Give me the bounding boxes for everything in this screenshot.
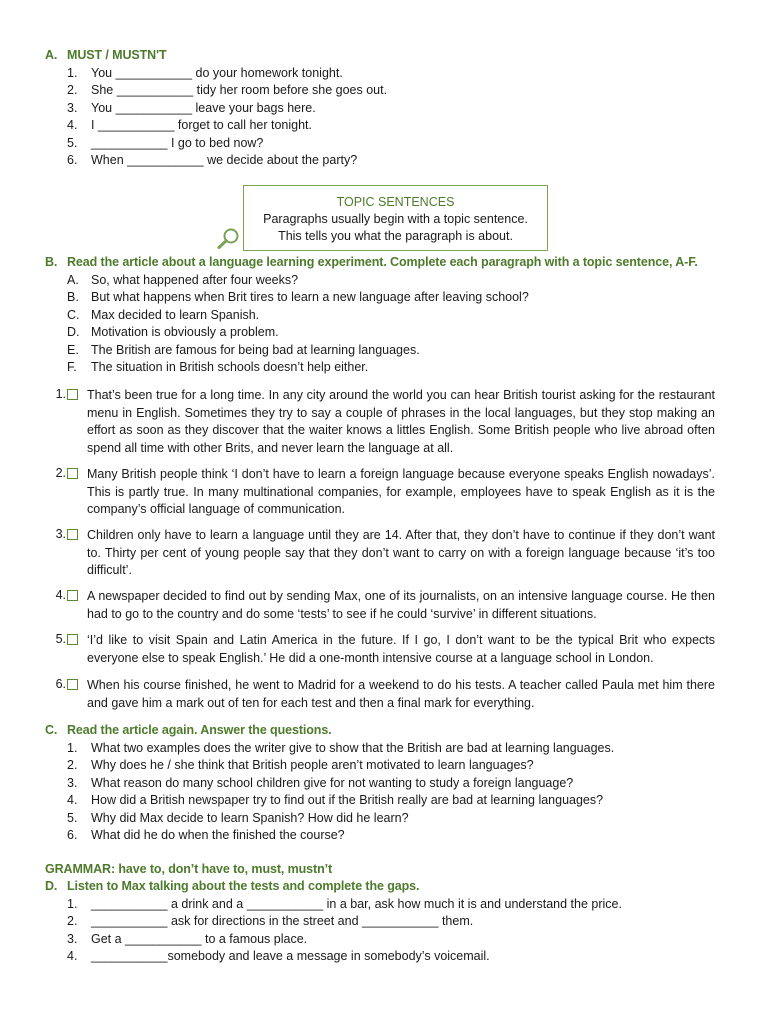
item-number: 1. [67,740,78,755]
answer-checkbox[interactable] [67,634,78,645]
section-a-title: MUST / MUSTN'T [67,48,167,62]
item-letter: C. [67,307,80,322]
list-item [67,792,614,810]
paragraph-text: Children only have to learn a language until they are 14. After that, they don’t have to continue if they don’t want to. Thirty per cent of young people say that they don’t want to carry on with a foreign language because ‘it’s too difficult’. [87,528,715,577]
list-item [67,775,614,793]
item-text: You ___________ do your homework tonight. [91,65,343,80]
article-paragraph-3 [45,527,715,580]
list-item [67,342,698,360]
item-number: 4. [67,118,78,132]
section-d-label: D. [45,879,58,893]
answer-checkbox[interactable] [67,679,78,690]
item-text: Why does he / she think that British people aren’t motivated to learn languages? [91,758,534,772]
item-number: 6. [67,828,78,842]
list-item [67,740,614,758]
answer-checkbox[interactable] [67,468,78,479]
article-paragraph-5 [45,632,715,667]
item-number: 1. [67,896,78,911]
list-item [67,272,698,290]
section-b-title: Read the article about a language learning experiment. Complete each paragraph with a topic sentence, A-F. [67,255,698,269]
list-item [67,359,698,377]
section-b [45,254,698,377]
list-item [67,82,387,100]
section-c-title: Read the article again. Answer the questions. [67,723,332,737]
item-text: Motivation is obviously a problem. [91,325,279,339]
item-text: She ___________ tidy her room before she goes out. [91,83,388,97]
article-paragraph-4 [45,588,715,623]
item-text: ___________ a drink and a ___________ in a bar, ask how much it is and understand the price. [91,896,622,911]
item-letter: B. [67,290,79,304]
section-b-label: B. [45,255,58,269]
list-item [67,810,614,828]
item-number: 2. [67,83,78,97]
answer-checkbox[interactable] [67,389,78,400]
section-c-label: C. [45,723,58,737]
item-number: 5. [67,135,78,150]
item-text: So, what happened after four weeks? [91,272,299,287]
item-letter: A. [67,272,79,287]
item-text: The situation in British schools doesn’t help either. [91,360,369,374]
item-number: 3. [67,931,78,946]
topic-box-line-2: This tells you what the paragraph is about. [278,229,513,243]
list-item [67,913,622,931]
paragraph-text: Many British people think ‘I don’t have to learn a foreign language because everyone speaks English nowadays’. This is partly true. In many multinational companies, for example, employees have to speak English as it is the company’s official language of communication. [87,467,715,516]
paragraph-number: 2. [55,466,66,480]
paragraph-number: 4. [55,588,66,602]
item-letter: E. [67,342,79,357]
answer-checkbox[interactable] [67,590,78,601]
item-letter: F. [67,360,77,374]
list-item [67,289,698,307]
section-c [45,722,614,845]
list-item [67,931,622,949]
item-text: The British are famous for being bad at learning languages. [91,342,420,357]
item-number: 4. [67,793,78,807]
paragraph-text: ‘I’d like to visit Spain and Latin America in the future. If I go, I don’t want to be the typical Brit who expects everyone else to speak English.’ He did a one-month intensive course at a language school in London. [87,633,715,665]
paragraph-text: When his course finished, he went to Madrid for a weekend to do his tests. A teacher called Paula met him there and gave him a mark out of ten for each test and then a final mark for everything. [87,678,715,710]
item-letter: D. [67,325,80,339]
item-number: 1. [67,65,78,80]
grammar-heading: GRAMMAR: have to, don’t have to, must, mustn’t [45,862,333,876]
item-text: ___________somebody and leave a message in somebody’s voicemail. [91,949,490,963]
article-paragraph-6 [45,677,715,712]
list-item [67,827,614,845]
topic-box-line-1: Paragraphs usually begin with a topic sentence. [263,212,528,226]
list-item [67,65,387,83]
item-text: Why did Max decide to learn Spanish? How did he learn? [91,810,409,825]
item-number: 5. [67,810,78,825]
topic-sentences-box [243,185,548,251]
section-d [45,878,622,966]
section-a-label: A. [45,48,58,62]
item-text: I ___________ forget to call her tonight. [91,118,312,132]
item-number: 3. [67,775,78,790]
item-number: 3. [67,100,78,115]
list-item [67,896,622,914]
paragraph-number: 6. [55,677,66,691]
article-paragraph-1 [45,387,715,457]
list-item [67,757,614,775]
magnifier-icon [216,226,242,250]
list-item [67,324,698,342]
paragraph-text: A newspaper decided to find out by sending Max, one of its journalists, on an intensive language course. He then had to go to the country and do some ‘tests’ to see if he could ‘survive’ in different situations. [87,589,715,621]
paragraph-number: 1. [55,387,66,401]
item-number: 4. [67,949,78,963]
section-d-title: Listen to Max talking about the tests and complete the gaps. [67,879,420,893]
list-item [67,100,387,118]
section-b-heading [45,254,698,272]
list-item [67,307,698,325]
paragraph-number: 5. [55,632,66,646]
list-item [67,948,622,966]
item-text: When ___________ we decide about the party? [91,153,358,167]
item-text: Max decided to learn Spanish. [91,307,260,322]
item-number: 2. [67,914,78,928]
section-c-list [45,740,614,845]
paragraph-number: 3. [55,527,66,541]
list-item [67,117,387,135]
list-item [67,135,387,153]
section-a [45,47,387,170]
answer-checkbox[interactable] [67,529,78,540]
item-number: 2. [67,758,78,772]
item-text: But what happens when Brit tires to learn a new language after leaving school? [91,290,529,304]
paragraph-text: That’s been true for a long time. In any city around the world you can hear British tourist asking for the restaurant menu in English. Sometimes they try to say a couple of phrases in the local languages, but they stop making an effort as soon as they discover that the waiter knows a littles English. Some British people who live abroad often spend all time with other Brits, and never learn the language at all. [87,388,715,455]
item-text: What did he do when the finished the course? [91,828,345,842]
section-d-heading [45,878,622,896]
item-text: ___________ I go to bed now? [91,135,264,150]
item-text: How did a British newspaper try to find out if the British really are bad at learning languages? [91,793,604,807]
section-a-list [45,65,387,170]
item-text: ___________ ask for directions in the street and ___________ them. [91,914,474,928]
item-text: What two examples does the writer give to show that the British are bad at learning languages. [91,740,615,755]
section-d-list [45,896,622,966]
section-c-heading [45,722,614,740]
article-paragraph-2 [45,466,715,519]
item-text: You ___________ leave your bags here. [91,100,316,115]
item-number: 6. [67,153,78,167]
item-text: Get a ___________ to a famous place. [91,931,308,946]
list-item [67,152,387,170]
section-b-list [45,272,698,377]
section-a-heading [45,47,387,65]
item-text: What reason do many school children give for not wanting to study a foreign language? [91,775,574,790]
topic-box-title: TOPIC SENTENCES [336,195,455,209]
